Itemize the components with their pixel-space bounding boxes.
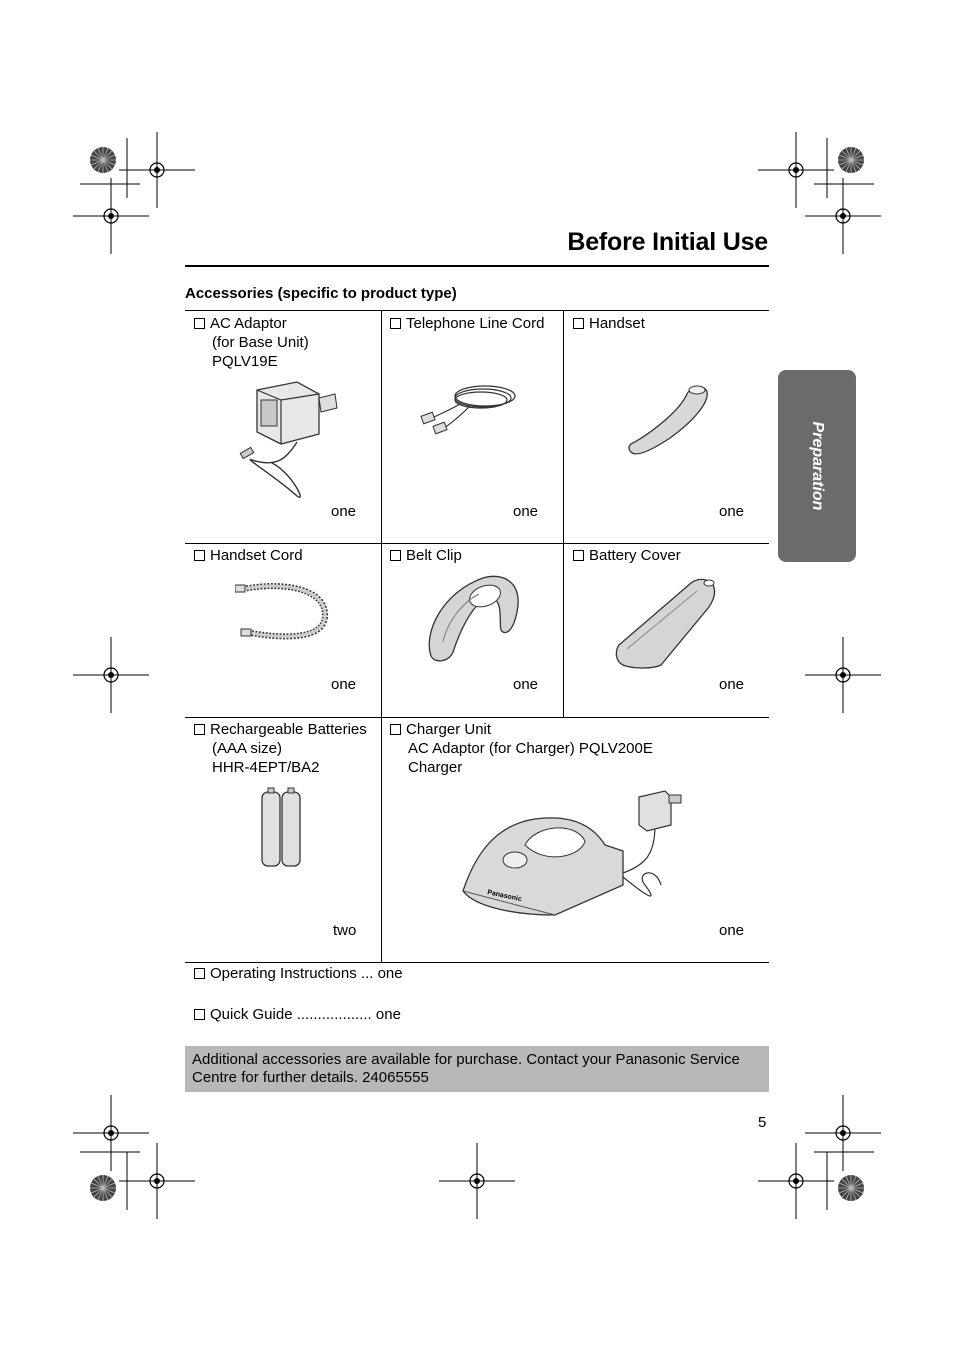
side-tab-label: Preparation: [809, 421, 826, 511]
battery-cover-illustration: [613, 575, 723, 670]
title-divider: [185, 265, 769, 267]
page-title: Before Initial Use: [567, 228, 768, 256]
item-handset-cord: Handset Cord: [194, 546, 303, 565]
item-quantity: one: [719, 503, 745, 520]
handset-cord-illustration: [235, 575, 335, 645]
checkbox: [390, 550, 401, 561]
checkbox: [194, 550, 205, 561]
item-quantity: one: [719, 676, 745, 693]
page-number: 5: [758, 1114, 767, 1131]
ac-adaptor-illustration: [237, 378, 347, 503]
charger-logo: Panasonic: [486, 889, 523, 904]
item-battery-cover: Battery Cover: [573, 546, 681, 565]
item-ac-adaptor: AC Adaptor (for Base Unit) PQLV19E: [194, 314, 309, 371]
checkbox: [390, 724, 401, 735]
item-quantity: one: [513, 503, 539, 520]
table-rule: [381, 310, 382, 962]
table-rule: [185, 962, 769, 963]
belt-clip-illustration: [423, 572, 523, 664]
table-rule: [185, 310, 769, 311]
table-rule: [185, 543, 769, 544]
extra-item: Quick Guide .................. one: [194, 1006, 401, 1023]
accessories-note: Additional accessories are available for purchase. Contact your Panasonic Service Centre for further details. 24065555: [185, 1046, 769, 1092]
checkbox: [194, 724, 205, 735]
item-handset: Handset: [573, 314, 645, 333]
checkbox: [573, 550, 584, 561]
handset-illustration: [625, 380, 715, 460]
item-quantity: one: [719, 922, 745, 939]
section-heading: Accessories (specific to product type): [185, 285, 457, 302]
item-quantity: two: [333, 922, 357, 939]
item-belt-clip: Belt Clip: [390, 546, 462, 565]
charger-illustration: [455, 785, 695, 920]
checkbox: [194, 968, 205, 979]
checkbox: [194, 1009, 205, 1020]
side-tab: [778, 370, 856, 562]
extra-item: Operating Instructions ... one: [194, 965, 403, 982]
accessories-table: [185, 310, 769, 963]
checkbox: [194, 318, 205, 329]
item-charger: Charger Unit AC Adaptor (for Charger) PQLV200E Charger: [390, 720, 653, 777]
item-quantity: one: [331, 676, 357, 693]
table-rule: [563, 310, 564, 717]
item-quantity: one: [513, 676, 539, 693]
checkbox: [573, 318, 584, 329]
item-line-cord: Telephone Line Cord: [390, 314, 544, 333]
item-quantity: one: [331, 503, 357, 520]
line-cord-illustration: [420, 376, 520, 436]
table-rule: [185, 717, 769, 718]
batteries-illustration: [259, 786, 305, 870]
item-batteries: Rechargeable Batteries (AAA size) HHR-4EPT/BA2: [194, 720, 367, 777]
checkbox: [390, 318, 401, 329]
